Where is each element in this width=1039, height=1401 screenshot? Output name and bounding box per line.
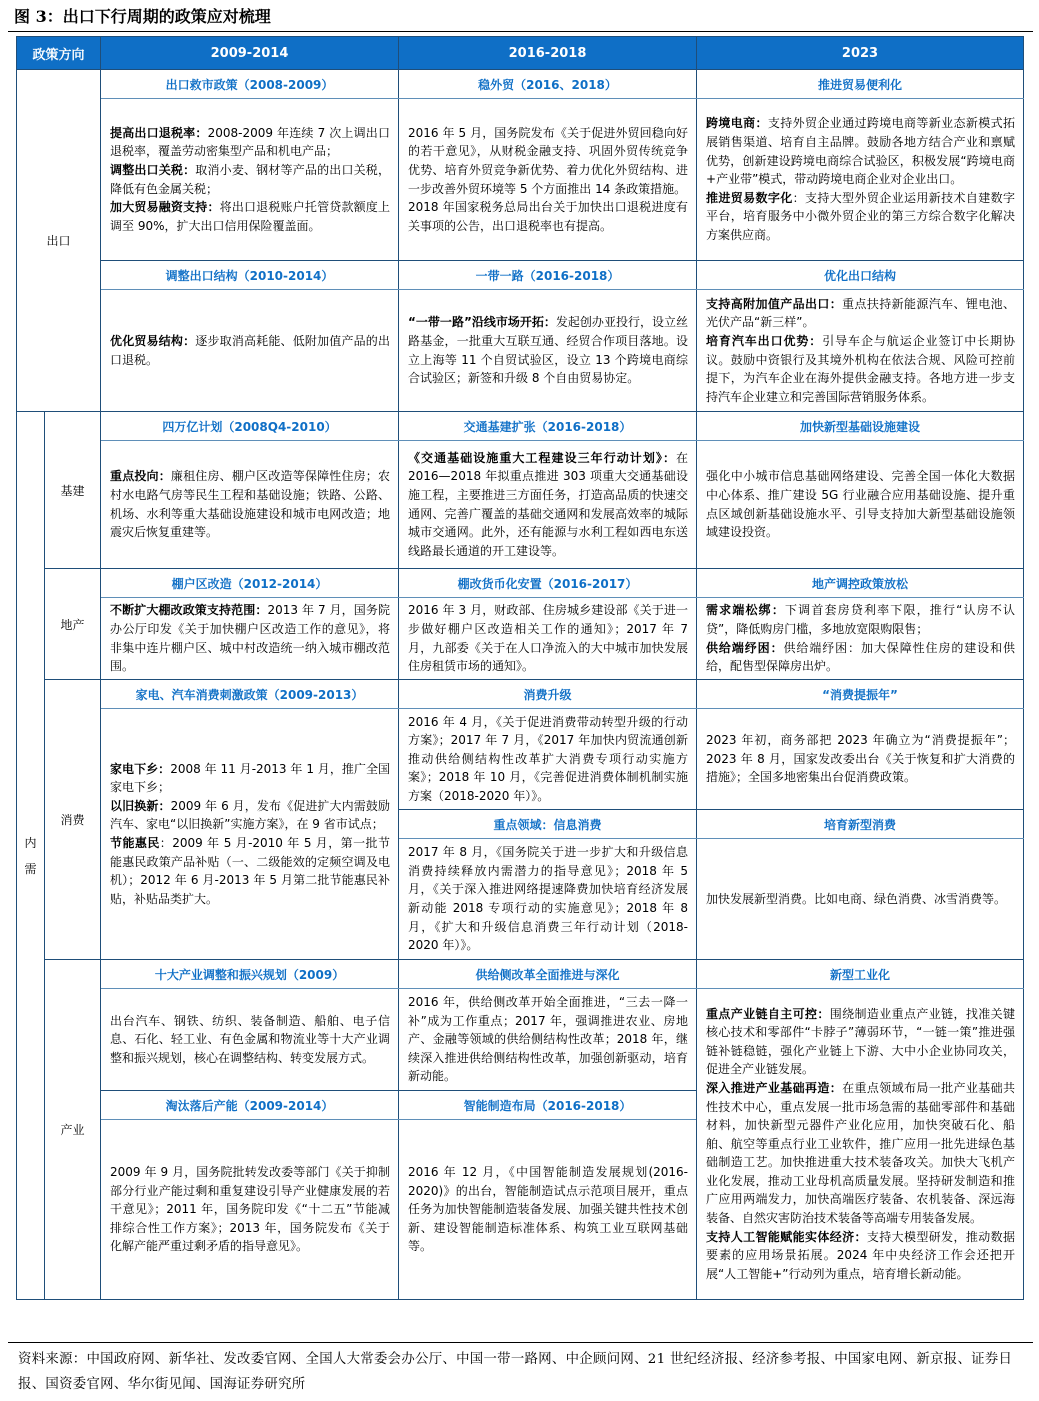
realestate-c2-title: 棚改货币化安置（2016-2017） bbox=[399, 569, 697, 598]
realestate-body-row bbox=[17, 598, 1024, 680]
industry-c2a-title: 供给侧改革全面推进与深化 bbox=[399, 960, 697, 989]
consumption-c2a-title: 消费升级 bbox=[399, 680, 697, 709]
consumption-c2b-body: 2017 年 8 月，《国务院关于进一步扩大和升级信息消费持续释放内需潜力的指导意见》；2018 年 5 月，《关于深入推进网络提速降费加快培育经济发展新动能 2018 专项行动的实施意见》；2018 年 8 月，《扩大和升级信息消费三年行动计划（2018-2020 年）》。 bbox=[399, 839, 697, 960]
infra-label: 基建 bbox=[45, 412, 101, 569]
export-r2-c2-body: “一带一路”沿线市场开拓：发起创办亚投行，设立丝路基金，一批重大互联互通、经贸合作项目落地。设立上海等 11 个自贸试验区，设立 13 个跨境电商综合试验区；新签和升级 8 个自由贸易协定。 bbox=[399, 290, 697, 412]
consumption-c3b-body: 加快发展新型消费。比如电商、绿色消费、冰雪消费等。 bbox=[697, 839, 1024, 960]
realestate-label: 地产 bbox=[45, 569, 101, 680]
industry-body-row-1 bbox=[17, 989, 1024, 1091]
consumption-label: 消费 bbox=[45, 680, 101, 960]
policy-table bbox=[16, 36, 1024, 1300]
export-r2-title-row bbox=[17, 261, 1024, 290]
industry-title-row-1 bbox=[17, 960, 1024, 989]
industry-c2a-body: 2016 年，供给侧改革开始全面推进，“三去一降一补”成为工作重点；2017 年，强调推进农业、房地产、金融等领域的供给侧结构性改革；2018 年，继续深入推进供给侧结构性改革，加强创新驱动，培育新动能。 bbox=[399, 989, 697, 1091]
infra-c1-title: 四万亿计划（2008Q4-2010） bbox=[101, 412, 399, 441]
infra-c1-body: 重点投向：廉租住房、棚户区改造等保障性住房；农村水电路气房等民生工程和基础设施；铁路、公路、机场、水利等重大基础设施建设和城市电网改造；地震灾后恢复重建等。 bbox=[101, 441, 399, 569]
consumption-c2b-title: 重点领域：信息消费 bbox=[399, 810, 697, 839]
realestate-c3-body: 需求端松绑：下调首套房贷利率下限，推行“认房不认贷”，降低购房门槛，多地放宽限购限售； 供给端纾困：供给端纾困：加大保障性住房的建设和供给，配售型保障房出炉。 bbox=[697, 598, 1024, 680]
export-r1-body-row bbox=[17, 99, 1024, 261]
industry-c1b-title: 淘汰落后产能（2009-2014） bbox=[101, 1091, 399, 1120]
consumption-c1-title: 家电、汽车消费刺激政策（2009-2013） bbox=[101, 680, 399, 709]
consumption-body-row-1 bbox=[17, 709, 1024, 810]
infra-c2-title: 交通基建扩张（2016-2018） bbox=[399, 412, 697, 441]
consumption-c1-body: 家电下乡：2008 年 11 月-2013 年 1 月，推广全国家电下乡； 以旧换新：2009 年 6 月，发布《促进扩大内需鼓励汽车、家电“以旧换新”实施方案》，在 9 省市试点； 节能惠民：2009 年 5 月-2010 年 5 月，第一批节能惠民政策产品补贴（一、二级能效的定频空调及电机）；2012 年 6 月-2013 年 5 月第二批节能惠民补贴，补贴品类扩大。 bbox=[101, 709, 399, 960]
export-r2-c3-title: 优化出口结构 bbox=[697, 261, 1024, 290]
header-2023: 2023 bbox=[697, 37, 1024, 70]
title-rule bbox=[8, 31, 1033, 32]
consumption-title-row-1 bbox=[17, 680, 1024, 709]
industry-c1a-body: 出台汽车、钢铁、纺织、装备制造、船舶、电子信息、石化、轻工业、有色金属和物流业等十大产业调整和振兴规划，核心在调整结构、转变发展方式。 bbox=[101, 989, 399, 1091]
export-r1-title-row bbox=[17, 70, 1024, 99]
figure-title: 图 3：出口下行周期的政策应对梳理 bbox=[14, 7, 271, 26]
header-2009-2014: 2009-2014 bbox=[101, 37, 399, 70]
realestate-c1-title: 棚户区改造（2012-2014） bbox=[101, 569, 399, 598]
realestate-c2-body: 2016 年 3 月，财政部、住房城乡建设部《关于进一步做好棚户区改造相关工作的通知》；2017 年 7 月，九部委《关于在人口净流入的大中城市加快发展住房租赁市场的通知》。 bbox=[399, 598, 697, 680]
source-note: 资料来源：中国政府网、新华社、发改委官网、全国人大常委会办公厅、中国一带一路网、中企顾问网、21 世纪经济报、经济参考报、中国家电网、新京报、证券日报、国资委官网、华尔街见闻、国海证券研究所 bbox=[8, 1342, 1033, 1397]
industry-c2b-body: 2016 年 12 月，《中国智能制造发展规划(2016-2020)》的出台，智能制造试点示范项目展开，重点任务为加快智能制造装备发展、加强关键共性技术创新、建设智能制造标准体系、构筑工业互联网基础等。 bbox=[399, 1120, 697, 1300]
infra-title-row bbox=[17, 412, 1024, 441]
industry-c3-body: 重点产业链自主可控：围绕制造业重点产业链，找准关键核心技术和零部件“卡脖子”薄弱环节，“一链一策”推进强链补链稳链，强化产业链上下游、大中小企业协同攻关，促进全产业链发展。 深入推进产业基础再造：在重点领域布局一批产业基础共性技术中心，重点发展一批市场急需的基础零部件和基础材料，加快新型元器件产业化应用，加快突破石化、船舶、航空等重点行业工业软件，推广应用一批先进绿色基础制造工艺。加快推进重大技术装备攻关。加快大飞机产业化发展，推动工业母机高质量发展。坚持研发制造和推广应用两端发力，加快高端医疗装备、农机装备、深远海装备、自然灾害防治技术装备等高端专用装备发展。 支持人工智能赋能实体经济：支持大模型研发，推动数据要素的应用场景拓展。2024 年中央经济工作会还把开展“人工智能+”行动列为重点，培育增长新动能。 bbox=[697, 989, 1024, 1300]
domestic-label: 内 需 bbox=[17, 412, 45, 1300]
export-r2-c3-body: 支持高附加值产品出口：重点扶持新能源汽车、锂电池、光伏产品“新三样”。 培育汽车出口优势：引导车企与航运企业签订中长期协议。鼓励中资银行及其境外机构在依法合规、风险可控前提下，为汽车企业在海外提供金融支持。各地方进一步支持汽车企业建立和完善国际营销服务体系。 bbox=[697, 290, 1024, 412]
realestate-c3-title: 地产调控政策放松 bbox=[697, 569, 1024, 598]
consumption-c3b-title: 培育新型消费 bbox=[697, 810, 1024, 839]
header-direction: 政策方向 bbox=[17, 37, 101, 70]
export-r1-c1-body: 提高出口退税率：2008-2009 年连续 7 次上调出口退税率，覆盖劳动密集型产品和机电产品； 调整出口关税：取消小麦、钢材等产品的出口关税，降低有色金属关税； 加大贸易融资支持：将出口退税账户托管贷款额度上调至 90%，扩大出口信用保险覆盖面。 bbox=[101, 99, 399, 261]
export-r1-c2-title: 稳外贸（2016、2018） bbox=[399, 70, 697, 99]
header-2016-2018: 2016-2018 bbox=[399, 37, 697, 70]
realestate-title-row bbox=[17, 569, 1024, 598]
export-r2-body-row bbox=[17, 290, 1024, 412]
consumption-c3a-body: 2023 年初，商务部把 2023 年确立为“消费提振年”；2023 年 8 月，国家发改委出台《关于恢复和扩大消费的措施》；全国多地密集出台促消费政策。 bbox=[697, 709, 1024, 810]
export-r2-c1-body: 优化贸易结构：逐步取消高耗能、低附加值产品的出口退税。 bbox=[101, 290, 399, 412]
export-r2-c1-title: 调整出口结构（2010-2014） bbox=[101, 261, 399, 290]
industry-label: 产业 bbox=[45, 960, 101, 1300]
consumption-c2a-body: 2016 年 4 月，《关于促进消费带动转型升级的行动方案》；2017 年 7 月，《2017 年加快内贸流通创新推动供给侧结构性改革扩大消费专项行动实施方案》；2018 年 10 月，《完善促进消费体制机制实施方案（2018-2020 年）》。 bbox=[399, 709, 697, 810]
industry-c3-title: 新型工业化 bbox=[697, 960, 1024, 989]
export-r1-c2-body: 2016 年 5 月，国务院发布《关于促进外贸回稳向好的若干意见》，从财税金融支持、巩固外贸传统竞争优势、培育外贸竞争新优势、着力优化外贸结构、进一步改善外贸环境等 5 个方面推出 14 条政策措施。 2018 年国家税务总局出台关于加快出口退税进度有关事项的公告，出口退税率也有提高。 bbox=[399, 99, 697, 261]
industry-c1a-title: 十大产业调整和振兴规划（2009） bbox=[101, 960, 399, 989]
export-r2-c2-title: 一带一路（2016-2018） bbox=[399, 261, 697, 290]
industry-c1b-body: 2009 年 9 月，国务院批转发改委等部门《关于抑制部分行业产能过剩和重复建设引导产业健康发展的若干意见》；2011 年，国务院印发《“十二五”节能减排综合性工作方案》；2013 年，国务院发布《关于化解产能严重过剩矛盾的指导意见》。 bbox=[101, 1120, 399, 1300]
header-row bbox=[17, 37, 1024, 70]
export-r1-c3-body: 跨境电商：支持外贸企业通过跨境电商等新业态新模式拓展销售渠道、培育自主品牌。鼓励各地方结合产业和禀赋优势，创新建设跨境电商综合试验区，积极发展“跨境电商+产业带”模式，带动跨境电商企业对企业出口。 推进贸易数字化：支持大型外贸企业运用新技术自建数字平台，培育服务中小微外贸企业的第三方综合数字化解决方案供应商。 bbox=[697, 99, 1024, 261]
export-r1-c3-title: 推进贸易便利化 bbox=[697, 70, 1024, 99]
infra-c3-body: 强化中小城市信息基础网络建设、完善全国一体化大数据中心体系、推广建设 5G 行业融合应用基础设施、提升重点区域创新基础设施水平、引导支持加大新型基础设施领域建设投资。 bbox=[697, 441, 1024, 569]
infra-c2-body: 《交通基础设施重大工程建设三年行动计划》：在 2016—2018 年拟重点推进 303 项重大交通基础设施工程，主要推进三方面任务，打造高品质的快速交通网、完善广覆盖的基础交通网和发展高效率的城际城市交通网。此外，还有能源与水利工程如西电东送线路最长通道的开工建设等。 bbox=[399, 441, 697, 569]
export-label: 出口 bbox=[17, 70, 101, 412]
consumption-c3a-title: “消费提振年” bbox=[697, 680, 1024, 709]
export-r1-c1-title: 出口救市政策（2008-2009） bbox=[101, 70, 399, 99]
realestate-c1-body: 不断扩大棚改政策支持范围：2013 年 7 月，国务院办公厅印发《关于加快棚户区改造工作的意见》，将非集中连片棚户区、城中村改造统一纳入城市棚改范围。 bbox=[101, 598, 399, 680]
industry-c2b-title: 智能制造布局（2016-2018） bbox=[399, 1091, 697, 1120]
infra-c3-title: 加快新型基础设施建设 bbox=[697, 412, 1024, 441]
infra-body-row bbox=[17, 441, 1024, 569]
